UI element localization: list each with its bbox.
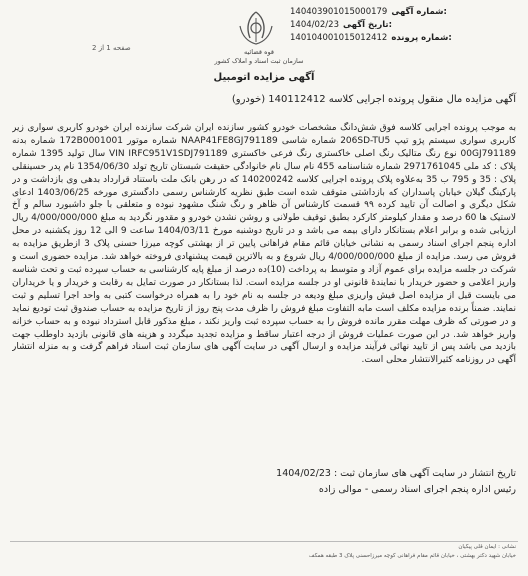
document-title: آگهی مزایده اتومبیل [213, 72, 315, 83]
footer-line-2: خیابان شهید دکتر بهشتی ، خیابان قائم مقام فراهانی کوچه میرزاحسنی پلاک 3 طبقه همکف [308, 553, 516, 559]
footer-line-1: نشانی : ایمان قلی پیکیان [458, 544, 516, 550]
case-number-label: شماره پرونده: [391, 33, 452, 43]
ad-number-value: 140403901015000179 [290, 7, 388, 17]
org-line-1: قوه قضائیه [244, 48, 274, 56]
ad-number-label: شماره آگهی: [391, 7, 447, 17]
ad-date-row [290, 19, 520, 32]
page-number: صفحه 1 از 2 [92, 44, 131, 52]
signature-block [196, 466, 516, 498]
document-body: به موجب پرونده اجرایی کلاسه فوق شش‌دانگ مشخصات خودرو کشور سازنده ایران شرکت سازنده ایران خودرو کاربری سواری زیر کاربری سواری سیستم پژو تیپ 206SD-TU5 شماره شاسی NAAP41FE8GJ791189 شماره موتور 172B0001001 شماره بدنه 00GJ791189 نوع رنگ متالیک رنگ اصلی خاکستری رنگ فرعی خاکستری VIN IRFC951V1SDJ791189 سال تولید 1395 شماره پلاک : کد ملی 2971761045 شماره شناسنامه 455 نام سال نام خانوادگی حقیقت شبستان تاریخ تولد 1354/06/30 نام پدر حسینقلی پلاک : 35 و 795 ب 35 به‌علاوه پلاک پرونده اجرایی کلاسه 140200242 که در رهن بانک ملت باستناد قرارداد بدهی وی بازداشت و در پارکینگ گیلان خیابان پاسداران که بازداشتی متوقف شده است طبق نظریه کارشناس رسمی دادگستری مورخه 1403/06/25 ادعای شکل دیگری و اصالت آن تایید کرده ۹۹ قسمت کارشناس آن ظاهر و رنگ شنگ مشهود نبوده و متعلقی با جلو داشبورد سالم و آخ لاستیک ها 60 درصد و مقدار کیلومتر کارکرد بطبق توقیف طولانی و روشن نشدن خودرو و مقدور نگردید به مبلغ 4/000/000/000 ریال ارزیابی شده و برابر اعلام بستانکار دارای بیمه می باشد و در تاریخ دوشنبه مورخ 1404/03/11 ساعت 9 الی 12 روز یکشنبه در محل اداره پنجم اجرای اسناد رسمی به نشانی خیابان قائم مقام فراهانی پایین تر از بهشتی کوچه میرزا حسنی پلاک 3 ازطریق مزایده به فروش می رسد. مزایده از مبلغ 4/000/000/000 ریال شروع و به بالاترین قیمت پیشنهادی فروخته خواهد شد. مزایده حضوری است و شرکت در جلسه مزایده برای عموم آزاد و متوسط به پرداخت (10)ده درصد از مبلغ پایه کارشناسی به حساب سپرده ثبت و تحت شناسه واریز اعلامی و حضور خریدار با نمایندهٔ قانونی او در جلسه مزایده است. لذا بستانکار در صورت تمایل به رقابت و خریدار و یا خریداران می بایست قبل از مزایده اصل فیش واریزی مبلغ ودیعه در جلسه به نام خود را به همراه درخواست کتبی به واحد اجرا تسلیم و ثبت نمایند. ضمناً برنده مزایده مکلف است مابه التفاوت مبلغ فروش را ظرف مدت پنج روز از تاریخ مزایده به حساب صندوق ثبت تودیع نماید و در صورتی که ظرف مهلت مقرر مانده فروش را به حساب سپرده ثبت واریز نکند ، مبلغ مذکور قابل استرداد نبوده و به حساب خزانه واریز خواهد شد. در این صورت عملیات فروش از درجه اعتبار ساقط و مزایده تجدید میگردد و هزینه های قانونی بازدید داوطلب جهت بازدید می باشد پس از تایید نهائی فرآیند مزایده و ارسال آگهی در سایت آگهی های سازمان ثبت اسناد فراهم گرفت و به منزله انتشار آگهی در روزنامه کثیرالانتشار محلی است. [12, 123, 516, 366]
footer [16, 543, 516, 561]
ad-date-value: 1404/02/23 [290, 20, 339, 30]
document-subtitle: آگهی مزایده مال منقول پرونده اجرایی کلاسه 140112412 (خودرو) [231, 94, 516, 105]
signer-line: رئیس اداره پنجم اجرای اسناد رسمی - موالی زاده [318, 484, 516, 495]
publish-date-line: تاریخ انتشار در سایت آگهی های سازمان ثبت : 1404/02/23 [276, 468, 516, 479]
organization-name [204, 48, 314, 66]
footer-divider [10, 541, 518, 542]
ad-date-label: تاریخ آگهی: [343, 20, 393, 30]
org-line-2: سازمان ثبت اسناد و املاک کشور [214, 57, 304, 65]
ad-number-row [290, 6, 520, 19]
case-number-row [290, 32, 520, 45]
case-number-value: 140104001015012412 [290, 33, 388, 43]
ad-metadata [290, 6, 520, 45]
judiciary-emblem-icon [226, 8, 286, 48]
